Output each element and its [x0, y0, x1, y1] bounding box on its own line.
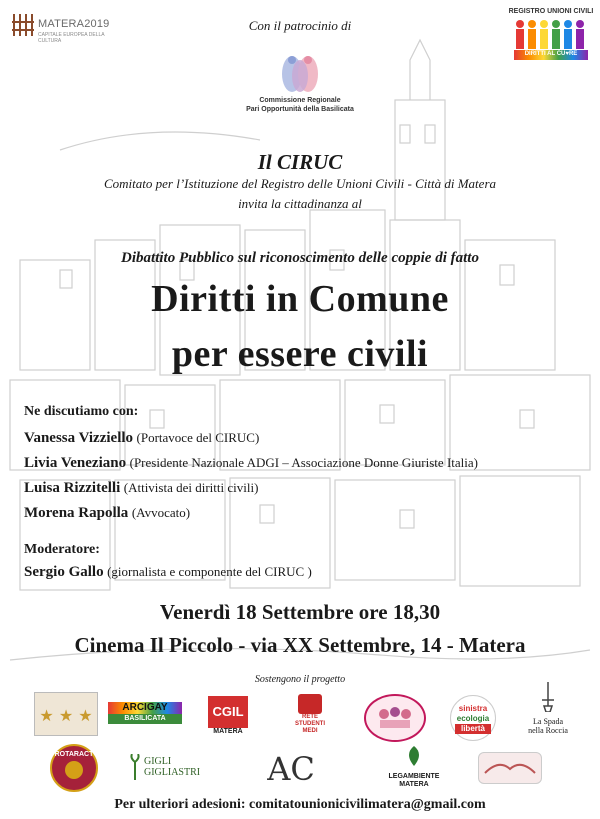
speaker-name: Morena Rapolla [24, 505, 129, 521]
ac-monogram-icon [258, 748, 324, 788]
commission-line-2: Pari Opportunità della Basilicata [246, 106, 354, 113]
commission-logo-icon [270, 52, 330, 98]
svg-text:★ ★ ★: ★ ★ ★ [39, 706, 93, 725]
svg-text:AC: AC [267, 750, 315, 788]
rete-studenti-logo [288, 694, 332, 740]
speaker-name: Livia Veneziano [24, 455, 127, 471]
organizer-name: Il CIRUC [257, 150, 343, 174]
stars-icon [35, 693, 97, 735]
spada-line-1: La Spada [533, 717, 563, 726]
matera-logo-subtitle: CAPITALE EUROPEA DELLA CULTURA [38, 32, 105, 44]
lily-icon [128, 754, 142, 780]
commission-line-1: Commissione Regionale [259, 97, 341, 104]
speaker-role: (Presidente Nazionale ADGI – Associazione Donne Giuriste Italia) [129, 455, 478, 470]
rete-fist-icon [298, 694, 322, 714]
speaker-row [24, 476, 594, 501]
speakers-section [24, 400, 594, 526]
sword-icon [538, 682, 558, 712]
moderator-heading: Moderatore: [24, 542, 100, 557]
legambiente-logo [382, 744, 446, 790]
gigli-line-1: GIGLI [144, 756, 172, 767]
footer-contact: Per ulteriori adesioni: comitatounionicivilimatera@gmail.com [114, 797, 486, 812]
legambiente-name: LEGAMBIENTE [388, 773, 440, 780]
registro-unioni-civili-logo [508, 8, 594, 60]
arcigay-logo [108, 702, 182, 728]
speaker-name: Luisa Rizzitelli [24, 480, 121, 496]
speaker-row [24, 501, 594, 526]
gigli-gigliastri-logo [128, 752, 208, 782]
rotaract-name: ROTARACT [54, 751, 94, 758]
speaker-role: (Avvocato) [131, 505, 191, 520]
ac-logo [258, 748, 324, 788]
cgil-sub: MATERA [213, 728, 243, 735]
organizer-full-name: Comitato per l’Istituzione del Registro delle Unioni Civili - Città di Matera [103, 176, 496, 191]
sel-line-2: ecologia [456, 714, 490, 723]
matera-logo-name: MATERA2019 [38, 18, 110, 30]
rotaract-logo [50, 744, 98, 792]
legambiente-sub: MATERA [399, 781, 429, 788]
speaker-row [24, 451, 594, 476]
moderator-role: (giornalista e componente del CIRUC ) [107, 564, 312, 579]
invitation-text: invita la cittadinanza al [238, 196, 362, 211]
arcigay-name: ARCIGAY [108, 702, 182, 714]
moderator-name: Sergio Gallo [24, 564, 104, 580]
speaker-name: Vanessa Vizziello [24, 430, 134, 446]
event-date: Venerdì 18 Settembre ore 18,30 [159, 600, 441, 624]
hands-icon [479, 753, 541, 783]
sel-logo [450, 695, 496, 741]
cgil-name: CGIL [208, 696, 248, 728]
registro-banner-text: DIRITTI AL CU♥RE [524, 51, 578, 57]
sponsors-heading: Sostengono il progetto [254, 674, 346, 685]
women-association-logo [364, 694, 426, 742]
women-group-icon [366, 696, 424, 740]
rete-line-2: STUDENTI [295, 721, 325, 727]
event-subtitle: Dibattito Pubblico sul riconoscimento delle coppie di fatto [121, 250, 479, 266]
spada-line-2: nella Roccia [528, 726, 568, 735]
leaf-icon [402, 744, 426, 768]
sel-line-3: libertà [455, 724, 491, 734]
people-icon [514, 18, 588, 50]
speaker-row [24, 426, 594, 451]
spada-roccia-logo [520, 682, 576, 738]
commission-name [0, 96, 600, 114]
event-venue: Cinema Il Piccolo - via XX Settembre, 14 - Matera [74, 633, 526, 657]
moderator-row [24, 561, 594, 584]
speaker-role: (Attivista dei diritti civili) [123, 480, 259, 495]
rete-line-3: MEDI [302, 728, 318, 734]
cgil-logo [208, 696, 248, 740]
speaker-role: (Portavoce del CIRUC) [136, 430, 260, 445]
rete-line-1: RETE [301, 714, 318, 720]
arcigay-sub: BASILICATA [108, 714, 182, 724]
registro-logo-title: REGISTRO UNIONI CIVILI [508, 8, 594, 15]
sponsor-logo-last [478, 752, 542, 784]
sponsor-logo-1 [34, 692, 98, 736]
rotaract-wheel-icon [65, 761, 83, 779]
event-title-line-1: Diritti in Comune [151, 278, 449, 320]
sel-line-1: sinistra [458, 704, 488, 713]
patronage-label: Con il patrocinio di [248, 18, 352, 33]
speakers-heading: Ne discutiamo con: [24, 404, 139, 419]
gigli-line-2: GIGLIASTRI [144, 767, 201, 778]
event-title-line-2: per essere civili [171, 333, 429, 375]
moderator-section [24, 539, 594, 584]
